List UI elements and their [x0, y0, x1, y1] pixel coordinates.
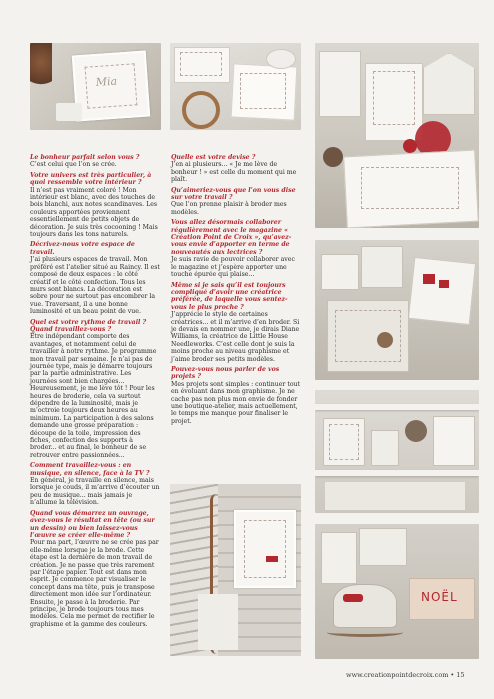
answer-text: Mes projets sont simples : continuer tout en évoluant dans mon graphisme. Je ne cache pas non plus mon envie de fonder une boutique-atelier, mais actuellement, le temps me manque pour finaliser le projet. [171, 380, 301, 425]
answer-text: Être indépendant comporte des avantages, et notamment celui de travailler à notre rythme. Je programme mon travail par semaine. Je n’ai pas de journée type, mais je démarre toujours par la partie administrative. Les journées sont bien chargées... Heureusement, je me lève tôt ! Pour les heures de broderie, cela va surtout dépendre de la luminosité, mais je m’octroie toujours deux heures au minimum. La participation à des salons demande une grosse préparation : découpe de la toile, impression des fiches, confection des supports à broder... et au final, le bonheur de se retrouver entre passionnées... [30, 333, 157, 459]
answer-text: J’ai plusieurs espaces de travail. Mon préféré est l’atelier situé au Raincy. Il est composé de deux espaces : le côté créatif et le côté confection. Tous les murs sont blancs. La décoration est sobre pour ne surtout pas encombrer la vue. Traversant, il a une bonne luminosité et un beau point de vue. [30, 256, 160, 316]
photo-rocking-horse [315, 524, 479, 659]
answer-text: En général, je travaille en silence, mais lorsque je couds, il m’arrive d’écouter un peu de musique... mais jamais je n’allume la télévision. [30, 477, 160, 507]
photo-white-shelves [315, 390, 479, 513]
text-column-middle [171, 154, 301, 428]
question-text: Qu’aimeriez-vous que l’on vous dise sur votre travail ? [171, 186, 296, 202]
noel-sign-text: NOËL [421, 590, 458, 604]
answer-text: Que l’on prenne plaisir à broder mes modèles. [171, 201, 287, 216]
photo-shelf-pieces [315, 240, 479, 380]
question-text: Pouvez-vous nous parler de vos projets ? [171, 365, 280, 381]
question-text: Quand vous démarrez un ouvrage, avez-vous le résultat en tête (ou sur un dessin) ou bien laissez-vous l’œuvre se créer elle-même ? [30, 509, 155, 539]
page-number: 15 [456, 671, 465, 679]
frame-script-text: Mia [95, 74, 118, 90]
answer-text: J’en ai plusieurs... « Je me lève de bonheur ! » est celle du moment qui me plaît. [171, 161, 297, 184]
answer-text: Je suis ravie de pouvoir collaborer avec le magazine et j’espère apporter une touche épurée qui plaise... [171, 256, 295, 279]
footer-website: www.creationpointdecroix.com [346, 671, 449, 679]
photo-christmas-vignette [315, 43, 479, 228]
question-text: Vous allez désormais collaborer régulièrement avec le magazine « Création Point de Croix », qu’avez-vous envie d’apporter en terme de nouveautés aux lectrices ? [171, 219, 292, 256]
answer-text: Il n’est pas vraiment coloré ! Mon intérieur est blanc, avec des touches de bois blanchi, aux notes scandinaves. Les couleurs apportées proviennent essentiellement de petits objets de décoration. Je suis très cocooning ! Mais toujours dans les tons naturels. [30, 186, 158, 239]
question-text: Comment travaillez-vous : en musique, en silence, face à la TV ? [30, 462, 150, 477]
question-text: Votre univers est très particulier, à quoi ressemble votre intérieur ? [30, 171, 152, 187]
answer-text: C’est celui que l’on se crée. [30, 161, 117, 169]
footer-separator: • [450, 671, 455, 679]
photo-boxes-ribbons [170, 43, 301, 130]
photo-wooden-slats [170, 484, 301, 656]
text-column-left [30, 154, 160, 631]
question-text: Décrivez-nous votre espace de travail. [30, 241, 135, 256]
answer-text: J’apprécie le style de certaines créatrices... et il m’arrive d’en broder. Si je devais en nommer une, je dirais Diane Williams, la créatrice de Little House Needleworks. C’est celle dont je suis la moins proche au niveau graphisme et j’aime broder ses petits modèles. [171, 311, 300, 363]
question-text: Même si je sais qu’il est toujours compliqué d’avoir une créatrice préférée, de laquelle vous sentez-vous le plus proche ? [171, 281, 288, 311]
answer-text: Pour ma part, l’œuvre ne se crée pas par elle-même lorsque je la brode. Cette étape est la dernière de mon travail de création. Je ne passe que très rarement par l’étape papier. Tout est dans mon esprit. Je commence par visualiser le concept dans ma tête, puis je transpose directement mon idée sur l’ordinateur. Ensuite, je passe à la broderie. Par principe, je brode toujours tous mes modèles. Cela me permet de rectifier le graphisme et la gamme des couleurs. [30, 539, 159, 628]
question-text: Quel est votre rythme de travail ? Quand travaillez-vous ? [30, 318, 147, 333]
question-text: Quelle est votre devise ? [171, 154, 256, 161]
page-footer [346, 671, 465, 679]
photo-framed-embroidery [30, 43, 161, 130]
question-text: Le bonheur parfait selon vous ? [30, 154, 140, 161]
